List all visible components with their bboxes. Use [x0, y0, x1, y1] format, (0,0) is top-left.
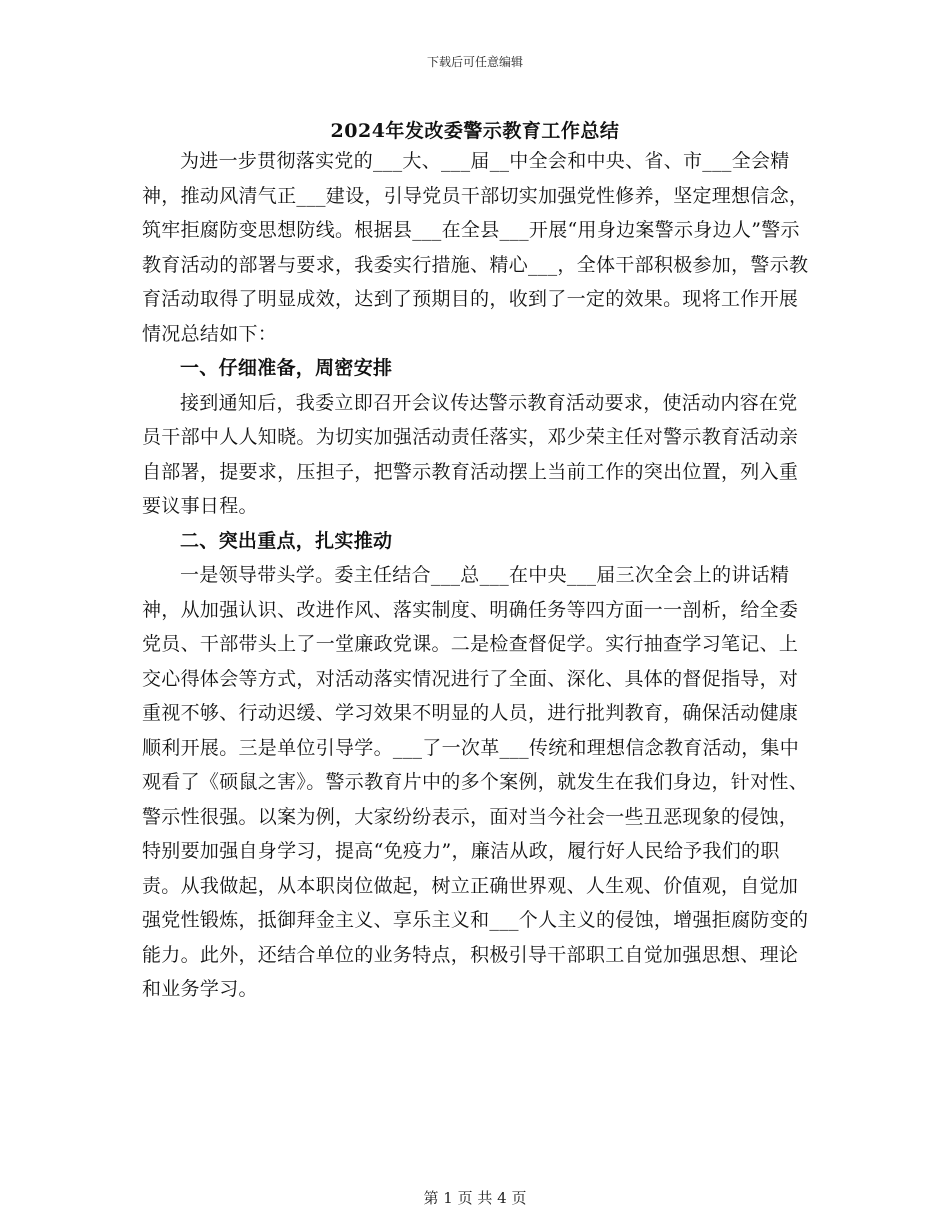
intro-paragraph: 为进一步贯彻落实党的___大、___届__中全会和中央、省、市___全会精神，推动风清气正___建设，引导党员干部切实加强党性修养，坚定理想信念，筑牢拒腐防变思想防线。根据县___在全县___开展“用身边案警示身边人”警示教育活动的部署与要求，我委实行措施、精心___，全体干部积极参加，警示教育活动取得了明显成效，达到了预期目的，收到了一定的效果。现将工作开展情况总结如下：: [142, 150, 809, 345]
page-header-note: 下载后可任意编辑: [426, 55, 523, 69]
document-body: [142, 144, 810, 1007]
section-paragraph-1: 接到通知后，我委立即召开会议传达警示教育活动要求，使活动内容在党员干部中人人知晓。为切实加强活动责任落实，邓少荣主任对警示教育活动亲自部署，提要求，压担子，把警示教育活动摆上当前工作的突出位置，列入重要议事日程。: [142, 391, 799, 517]
page-number-footer: 第 1 页 共 4 页: [423, 1189, 527, 1207]
section-paragraph-2: 一是领导带头学。委主任结合___总___在中央___届三次全会上的讲话精神，从加强认识、改进作风、落实制度、明确任务等四方面一一剖析，给全委党员、干部带头上了一堂廉政党课。二是检查督促学。实行抽查学习笔记、上交心得体会等方式，对活动落实情况进行了全面、深化、具体的督促指导，对重视不够、行动迟缓、学习效果不明显的人员，进行批判教育，确保活动健康顺利开展。三是单位引导学。___了一次革___传统和理想信念教育活动，集中观看了《硕鼠之害》。警示教育片中的多个案例，就发生在我们身边，针对性、警示性很强。以案为例，大家纷纷表示，面对当今社会一些丑恶现象的侵蚀，特别要加强自身学习，提高“免疫力”，廉洁从政，履行好人民给予我们的职责。从我做起，从本职岗位做起，树立正确世界观、人生观、价值观，自觉加强党性锻炼，抵御拜金主义、享乐主义和___个人主义的侵蚀，增强拒腐防变的能力。此外，还结合单位的业务特点，积极引导干部职工自觉加强思想、理论和业务学习。: [142, 564, 809, 1000]
section-heading-2: 二、突出重点，扎实推动: [180, 529, 393, 552]
document-title: 2024年发改委警示教育工作总结: [330, 120, 620, 142]
section-heading-1: 一、仔细准备，周密安排: [180, 357, 393, 379]
